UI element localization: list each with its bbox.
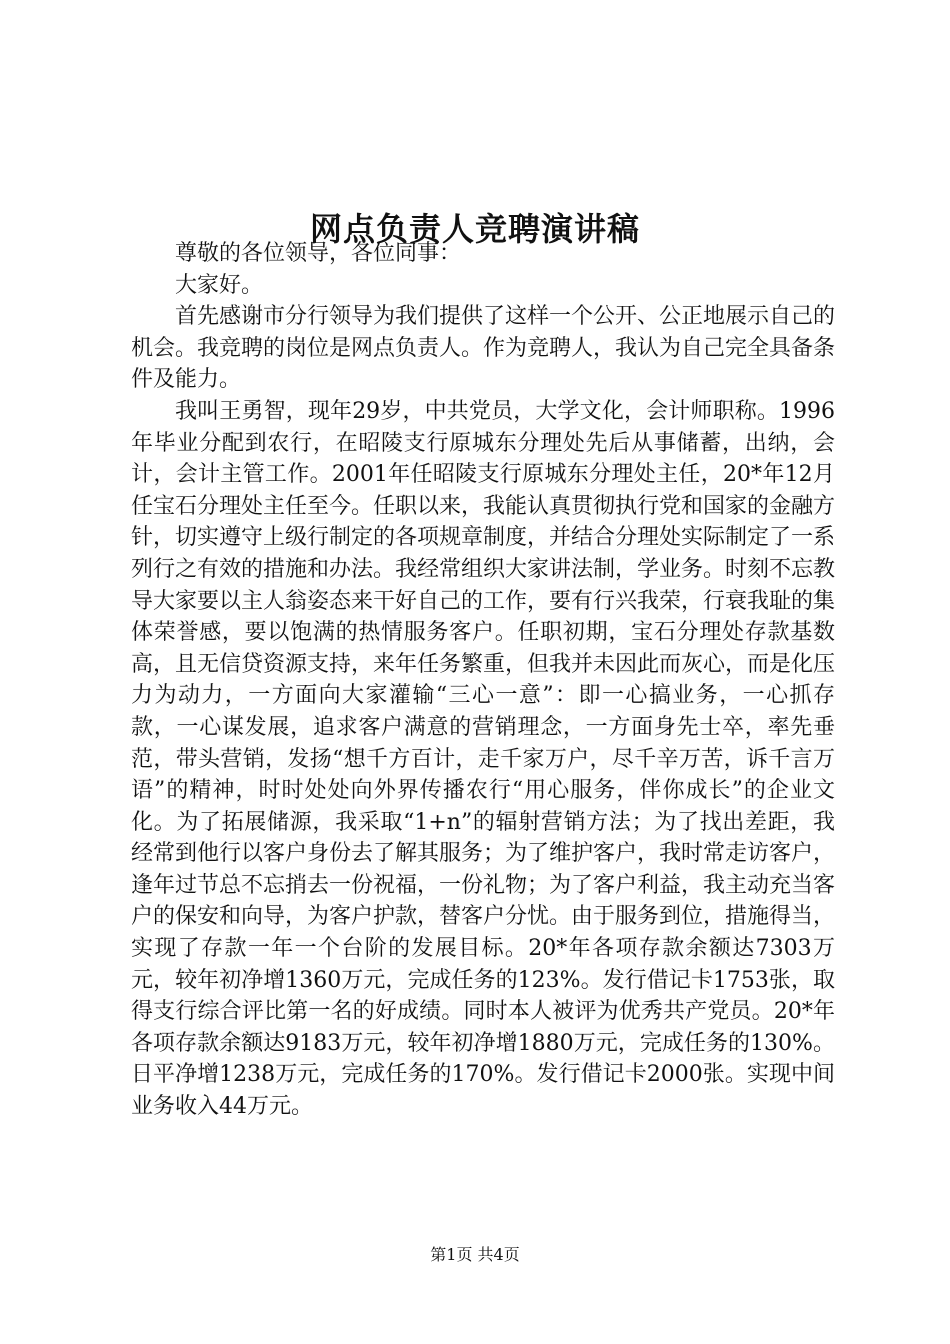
document-body	[131, 238, 835, 1123]
intro-paragraph: 首先感谢市分行领导为我们提供了这样一个公开、公正地展示自己的机会。我竞聘的岗位是网点负责人。作为竞聘人，我认为自己完全具备条件及能力。	[131, 304, 836, 393]
document-title: 网点负责人竞聘演讲稿	[309, 210, 640, 249]
page-number-footer: 第1页 共4页	[430, 1245, 520, 1264]
salutation-paragraph: 尊敬的各位领导，各位同事：	[175, 241, 462, 266]
experience-paragraph: 我叫王勇智，现年29岁，中共党员，大学文化，会计师职称。1996年毕业分配到农行，在昭陵支行原城东分理处先后从事储蓄，出纳，会计，会计主管工作。2001年任昭陵支行原城东分理处主任，20*年12月任宝石分理处主任至今。任职以来，我能认真贯彻执行党和国家的金融方针，切实遵守上级行制定的各项规章制度，并结合分理处实际制定了一系列行之有效的措施和办法。我经常组织大家讲法制，学业务。时刻不忘教导大家要以主人翁姿态来干好自己的工作，要有行兴我荣，行衰我耻的集体荣誉感，要以饱满的热情服务客户。任职初期，宝石分理处存款基数高，且无信贷资源支持，来年任务繁重，但我并未因此而灰心，而是化压力为动力，一方面向大家灌输“三心一意”：即一心搞业务，一心抓存款，一心谋发展，追求客户满意的营销理念，一方面身先士卒，率先垂范，带头营销，发扬“想千方百计，走千家万户，尽千辛万苦，诉千言万语”的精神，时时处处向外界传播农行“用心服务，伴你成长”的企业文化。为了拓展储源，我采取“1+n”的辐射营销方法；为了找出差距，我经常到他行以客户身份去了解其服务；为了维护客户，我时常走访客户，逢年过节总不忘捎去一份祝福，一份礼物；为了客户利益，我主动充当客户的保安和向导，为客户护款，替客户分忧。由于服务到位，措施得当，实现了存款一年一个台阶的发展目标。20*年各项存款余额达7303万元，较年初净增1360万元，完成任务的123%。发行借记卡1753张，取得支行综合评比第一名的好成绩。同时本人被评为优秀共产党员。20*年各项存款余额达9183万元，较年初净增1880万元，完成任务的130%。日平净增1238万元，完成任务的170%。发行借记卡2000张。实现中间业务收入44万元。	[131, 398, 836, 1120]
greeting-paragraph: 大家好。	[175, 272, 264, 298]
